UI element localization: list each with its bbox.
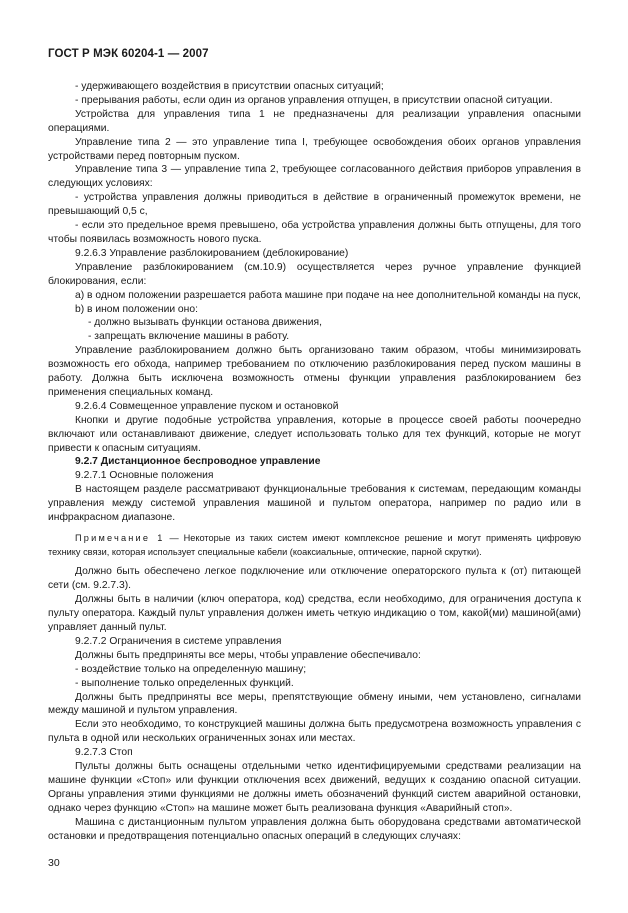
section-heading: 9.2.6.3 Управление разблокированием (деблокирование) — [75, 247, 349, 259]
list-item: - воздействие только на определенную машину; — [75, 663, 307, 675]
paragraph: - удерживающего воздействия в присутствии опасных ситуаций; — [75, 81, 384, 92]
list-item: a) в одном положении разрешается работа машине при подаче на нее дополнительной команды на пуск, — [75, 289, 581, 301]
list-item: - запрещать включение машины в работу. — [88, 331, 290, 343]
page-number: 30 — [48, 857, 60, 869]
paragraph: - прерывания работы, если один из органов управления отпущен, в присутствии опасной ситуации. — [75, 94, 553, 106]
paragraph: В настоящем разделе рассматривают функциональные требования к системам, передающим команды управления между системой управления машиной и пультом оператора, например по радио или в инфракрасном диапазоне. — [48, 484, 581, 524]
paragraph: Машина с дистанционным пультом управления должна быть оборудована средствами автоматической остановки и предотвращения потенциально опасных операций в следующих случаях: — [48, 816, 581, 842]
paragraph: Кнопки и другие подобные устройства управления, которые в процессе своей работы поочередно включают или останавливают движение, следует использовать только для тех функций, которые не могут привести к опасным ситуациям. — [48, 414, 581, 454]
list-item: b) в ином положении оно: — [75, 303, 198, 315]
paragraph: - устройства управления должны приводиться в действие в ограниченный промежуток времени, не превышающий 0,5 с, — [48, 192, 581, 218]
section-heading: 9.2.6.4 Совмещенное управление пуском и остановкой — [75, 400, 339, 412]
list-item: - должно вызывать функции останова движения, — [88, 317, 322, 329]
document-body — [48, 80, 581, 844]
list-item: - выполнение только определенных функций. — [75, 677, 294, 689]
section-heading: 9.2.7.3 Стоп — [75, 747, 133, 759]
paragraph: Управление типа 2 — это управление типа I, требующее освобождения обоих органов управления устройствами перед повторным пуском. — [48, 136, 581, 162]
section-heading: 9.2.7.1 Основные положения — [75, 470, 214, 482]
note-lead: Примечание 1 — [75, 533, 165, 543]
paragraph: Должно быть обеспечено легкое подключение или отключение операторского пульта к (от) питающей сети (см. 9.2.7.3). — [48, 566, 581, 592]
note-text: — Некоторые из таких систем имеют комплексное решение и могут применять цифровую технику связи, которая использует специальные кабели (коаксиальные, оптические, парной скрутки). — [48, 533, 581, 558]
paragraph: - если это предельное время превышено, оба устройства управления должны быть отпущены, для того чтобы появилась возможность нового пуска. — [48, 220, 581, 245]
paragraph: Управление разблокированием (см.10.9) осуществляется через ручное управление функцией блокирования, если: — [48, 261, 581, 287]
paragraph: Устройства для управления типа 1 не предназначены для реализации управления опасными операциями. — [48, 108, 581, 134]
section-heading-bold: 9.2.7 Дистанционное беспроводное управление — [75, 456, 321, 468]
document-header: ГОСТ Р МЭК 60204-1 — 2007 — [48, 48, 209, 60]
note — [48, 531, 581, 559]
paragraph: Должны быть предприняты все меры, чтобы управление обеспечивало: — [75, 649, 421, 661]
paragraph: Управление разблокированием должно быть организовано таким образом, чтобы минимизировать возможность его обхода, например требованием по отключению разблокирования перед пуском машины в работу. Должна быть исключена возможность отмены функции управления разблокированием без применения специальных команд. — [48, 345, 581, 398]
paragraph: Должны быть в наличии (ключ оператора, код) средства, если необходимо, для ограничения доступа к пульту оператора. Каждый пульт управления должен иметь четкую индикацию о том, какой(ми) машиной(ами) управляет данный пульт. — [48, 594, 581, 634]
paragraph: Управление типа 3 — управление типа 2, требующее согласованного действия приборов управления в следующих условиях: — [48, 164, 581, 190]
section-heading: 9.2.7.2 Ограничения в системе управления — [75, 635, 282, 647]
paragraph: Если это необходимо, то конструкцией машины должна быть предусмотрена возможность управления с пульта в одной или нескольких ограниченных зонах или местах. — [48, 719, 581, 745]
paragraph: Пульты должны быть оснащены отдельными четко идентифицируемыми средствами реализации на машине функции «Стоп» или функции отключения всех движений, ведущих к созданию опасной ситуации. Органы управления этими функциями не должны иметь обозначений функций систем аварийной остановки, однако через функцию «Стоп» на машине может быть реализована функция «Аварийный стоп». — [48, 761, 581, 814]
paragraph: Должны быть предприняты все меры, препятствующие обмену иными, чем установлено, сигналами между машиной и пультом управления. — [48, 691, 581, 717]
